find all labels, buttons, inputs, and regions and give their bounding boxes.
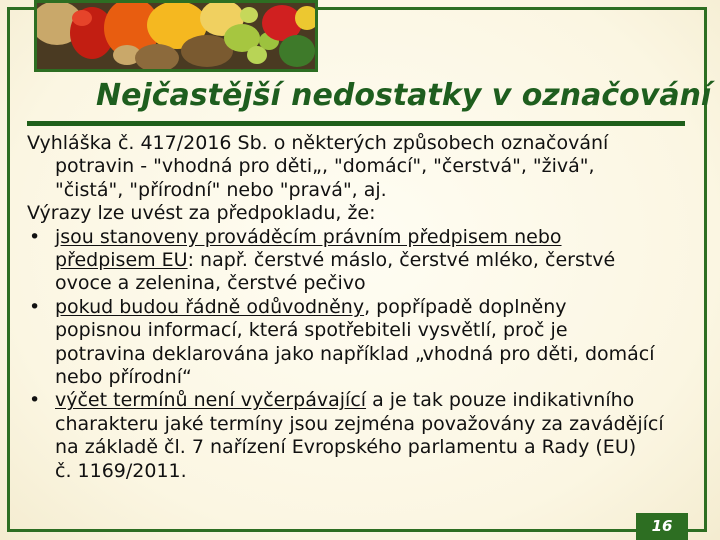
slide-body: [27, 132, 707, 483]
bullet-continuation: potravina deklarována jako například „vhodná pro děti, domácí: [55, 342, 655, 365]
bullet-continuation: č. 1169/2011.: [55, 459, 187, 482]
bullet-continuation: ovoce a zelenina, čerstvé pečivo: [55, 272, 366, 295]
bullet-icon: •: [29, 389, 41, 412]
bullet-icon: •: [29, 225, 41, 248]
bullet-underlined-text: výčet termínů není vyčerpávající: [55, 389, 367, 412]
bullet-continuation: popisnou informací, která spotřebiteli vysvětlí, proč je: [55, 319, 568, 342]
bullet-continuation: na základě čl. 7 nařízení Evropského parlamentu a Rady (EU): [55, 436, 637, 459]
bullet-underlined-text: pokud budou řádně odůvodněny: [55, 295, 365, 318]
bullet-continuation: [27, 249, 707, 272]
bullet-underlined-text: předpisem EU: [55, 249, 188, 272]
bullet-continuation: charakteru jaké termíny jsou zejména považovány za zavádějící: [55, 412, 664, 435]
bullet-item: [27, 389, 707, 412]
page-number: 16: [636, 513, 688, 540]
bullet-text: a je tak pouze indikativního: [366, 389, 635, 412]
bullet-item: [27, 226, 707, 249]
bullet-item: [27, 296, 707, 319]
header-produce-image: [34, 0, 318, 72]
title-divider: [27, 121, 685, 126]
bullet-continuation: nebo přírodní“: [55, 366, 192, 389]
slide-title: Nejčastější nedostatky v označování: [96, 78, 712, 113]
bullet-icon: •: [29, 295, 41, 318]
bullet-text: : např. čerstvé máslo, čerstvé mléko, čerstvé: [187, 249, 616, 272]
bullet-underlined-text: jsou stanoveny prováděcím právním předpisem nebo: [55, 225, 562, 248]
intro-line: "čistá", "přírodní" nebo "pravá", aj.: [55, 178, 387, 201]
bullet-text: , popřípadě doplněny: [364, 295, 567, 318]
intro-line: Vyhláška č. 417/2016 Sb. o některých způsobech označování: [27, 132, 609, 154]
intro-line: potravin - "vhodná pro děti„, "domácí", "čerstvá", "živá",: [55, 155, 595, 178]
lead-text: Výrazy lze uvést za předpokladu, že:: [27, 202, 376, 225]
fruit-vegetable-photo-icon: [37, 3, 315, 69]
